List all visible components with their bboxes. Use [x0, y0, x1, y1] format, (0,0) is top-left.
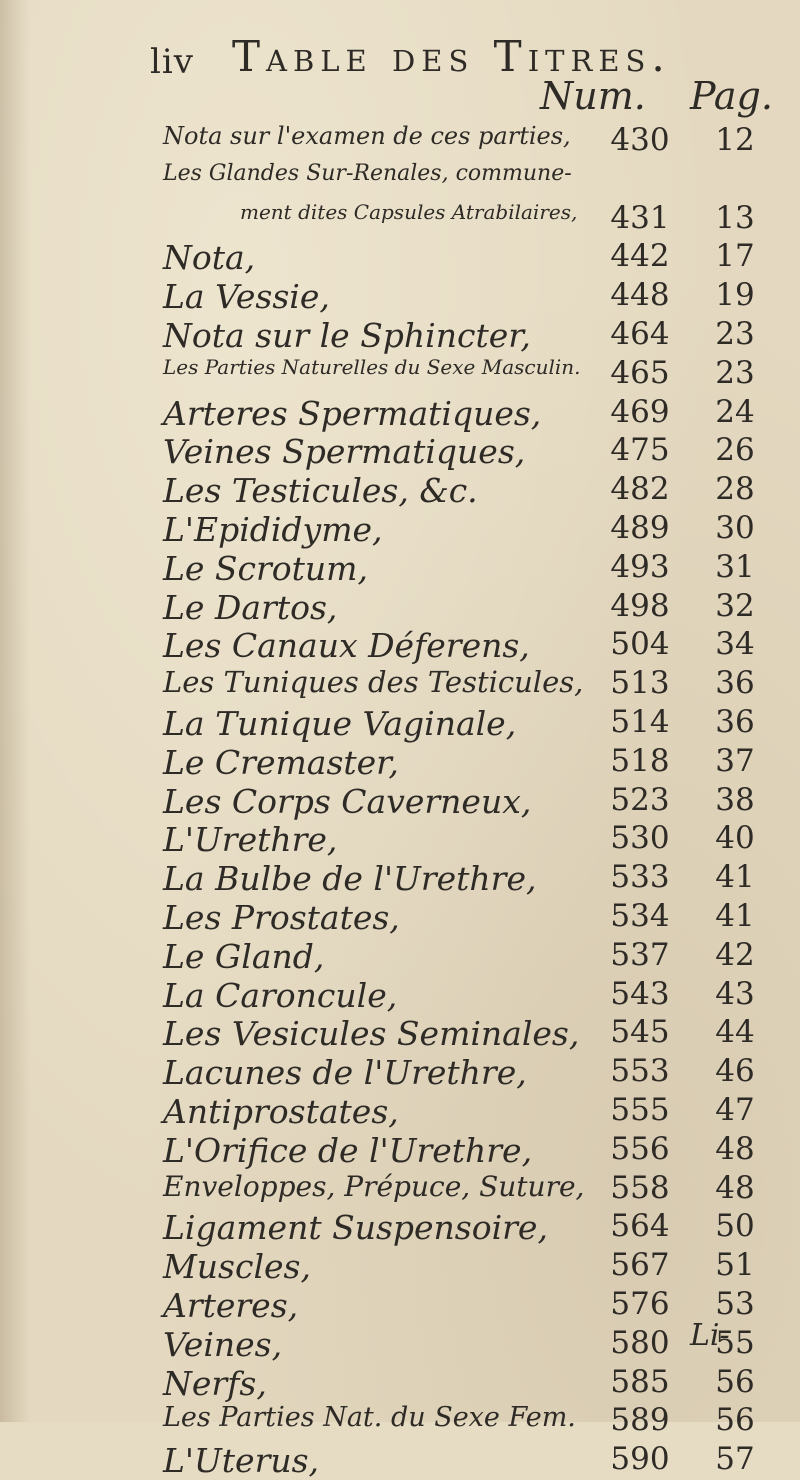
toc-row	[0, 238, 800, 277]
toc-entry-page: 56	[715, 1363, 755, 1400]
toc-entry-num: 564	[610, 1208, 670, 1245]
toc-entry-num: 555	[610, 1091, 670, 1128]
toc-entry-text: Arteres Spermatiques,	[163, 393, 542, 433]
toc-entry-num: 558	[610, 1169, 670, 1206]
toc-entry-num: 513	[610, 665, 670, 702]
toc-entry-page: 48	[715, 1130, 755, 1167]
toc-row	[0, 1441, 800, 1480]
toc-entry-page: 28	[715, 471, 755, 508]
toc-entry-page: 43	[715, 975, 755, 1012]
toc-row	[0, 782, 800, 821]
toc-entry-num: 482	[610, 471, 670, 508]
toc-entry-page: 50	[715, 1208, 755, 1245]
toc-entry-page: 36	[715, 665, 755, 702]
toc-entry-text: Les Corps Caverneux,	[163, 781, 532, 821]
toc-row	[0, 394, 800, 433]
toc-entry-page: 12	[715, 122, 755, 158]
toc-entry-num: 553	[610, 1053, 670, 1090]
toc-entry-num: 518	[610, 742, 670, 779]
toc-row	[0, 200, 800, 239]
toc-entry-text: Nota sur l'examen de ces parties,	[163, 122, 571, 150]
toc-entry-page: 47	[715, 1091, 755, 1128]
toc-entry-page: 24	[715, 393, 755, 430]
toc-entry-num: 442	[610, 238, 670, 275]
toc-row	[0, 355, 800, 394]
toc-entry-num: 537	[610, 936, 670, 973]
toc-entry-num: 475	[610, 432, 670, 469]
toc-row	[0, 549, 800, 588]
toc-entry-text: ment dites Capsules Atrabilaires,	[240, 199, 578, 224]
toc-row	[0, 859, 800, 898]
toc-row	[0, 1092, 800, 1131]
toc-row	[0, 1131, 800, 1170]
table-of-contents	[0, 122, 800, 1480]
toc-entry-num: 504	[610, 626, 670, 663]
toc-entry-text: Antiprostates,	[163, 1091, 399, 1131]
toc-entry-page: 32	[715, 587, 755, 624]
toc-row	[0, 161, 800, 200]
toc-entry-num: 567	[610, 1247, 670, 1284]
toc-entry-text: Le Dartos,	[163, 587, 338, 627]
toc-entry-page: 41	[715, 897, 755, 934]
toc-entry-num: 556	[610, 1130, 670, 1167]
toc-entry-page: 13	[715, 199, 755, 236]
toc-entry-text: La Vessie,	[163, 277, 330, 317]
toc-row	[0, 1170, 800, 1209]
toc-entry-text: L'Urethre,	[163, 820, 338, 860]
toc-entry-text: Les Tuniques des Testicules,	[163, 665, 584, 700]
toc-row	[0, 976, 800, 1015]
toc-entry-num: 580	[610, 1324, 670, 1361]
toc-row	[0, 588, 800, 627]
toc-entry-text: La Tunique Vaginale,	[163, 703, 517, 743]
toc-entry-page: 42	[715, 936, 755, 973]
toc-row	[0, 1053, 800, 1092]
toc-entry-text: L'Orifice de l'Urethre,	[163, 1130, 533, 1170]
toc-entry-num: 514	[610, 703, 670, 740]
toc-row	[0, 277, 800, 316]
page-numeral: liv	[150, 42, 194, 82]
toc-row	[0, 820, 800, 859]
toc-entry-num: 545	[610, 1014, 670, 1051]
toc-entry-page: 55	[715, 1324, 755, 1361]
toc-entry-text: Les Testicules, &c.	[163, 471, 478, 511]
toc-entry-page: 53	[715, 1285, 755, 1322]
catchword: Li-	[690, 1318, 730, 1353]
page-header	[0, 0, 800, 120]
toc-row	[0, 626, 800, 665]
toc-entry-text: Arteres,	[163, 1285, 299, 1325]
toc-entry-text: Nerfs,	[163, 1363, 267, 1403]
toc-entry-text: Nota,	[163, 238, 256, 278]
toc-entry-page: 56	[715, 1402, 755, 1439]
toc-entry-page: 57	[715, 1441, 755, 1478]
toc-row	[0, 743, 800, 782]
toc-row	[0, 937, 800, 976]
toc-entry-page: 23	[715, 354, 755, 391]
toc-entry-text: Ligament Suspensoire,	[163, 1208, 548, 1248]
toc-row	[0, 898, 800, 937]
toc-entry-num: 533	[610, 859, 670, 896]
toc-entry-text: Veines,	[163, 1324, 283, 1364]
toc-entry-page: 38	[715, 781, 755, 818]
toc-entry-page: 51	[715, 1247, 755, 1284]
toc-entry-page: 34	[715, 626, 755, 663]
toc-entry-num: 523	[610, 781, 670, 818]
toc-entry-page: 48	[715, 1169, 755, 1206]
toc-row	[0, 1286, 800, 1325]
toc-row	[0, 471, 800, 510]
toc-row	[0, 1208, 800, 1247]
toc-entry-num: 576	[610, 1285, 670, 1322]
toc-entry-text: Le Scrotum,	[163, 548, 368, 588]
toc-row	[0, 122, 800, 161]
toc-row	[0, 1014, 800, 1053]
toc-entry-text: Les Canaux Déferens,	[163, 626, 530, 666]
toc-entry-text: Enveloppes, Prépuce, Suture,	[163, 1169, 585, 1203]
toc-entry-text: Les Prostates,	[163, 897, 400, 937]
toc-entry-text: Lacunes de l'Urethre,	[163, 1053, 527, 1093]
toc-entry-num: 465	[610, 354, 670, 391]
toc-entry-num: 534	[610, 897, 670, 934]
toc-entry-text: Le Cremaster,	[163, 742, 399, 782]
num-column-heading: Num.	[540, 74, 646, 118]
toc-entry-page: 31	[715, 548, 755, 585]
toc-row	[0, 1325, 800, 1364]
toc-entry-page: 30	[715, 509, 755, 546]
toc-entry-page: 36	[715, 703, 755, 740]
toc-entry-page: 44	[715, 1014, 755, 1051]
toc-row	[0, 704, 800, 743]
column-headings	[540, 74, 800, 118]
toc-entry-text: L'Epididyme,	[163, 509, 383, 549]
toc-entry-num: 431	[610, 199, 670, 236]
pag-column-heading: Pag.	[690, 74, 773, 118]
toc-entry-num: 589	[610, 1402, 670, 1439]
toc-entry-page: 40	[715, 820, 755, 857]
toc-row	[0, 1364, 800, 1403]
toc-entry-num: 543	[610, 975, 670, 1012]
toc-entry-num: 590	[610, 1441, 670, 1478]
toc-entry-page: 37	[715, 742, 755, 779]
toc-entry-text: La Caroncule,	[163, 975, 398, 1015]
page-title: Table des Titres.	[232, 32, 671, 81]
toc-entry-num: 489	[610, 509, 670, 546]
toc-entry-page: 19	[715, 277, 755, 314]
toc-entry-num: 469	[610, 393, 670, 430]
toc-entry-page: 46	[715, 1053, 755, 1090]
toc-entry-num: 585	[610, 1363, 670, 1400]
toc-entry-num: 498	[610, 587, 670, 624]
toc-entry-text: Les Vesicules Seminales,	[163, 1014, 580, 1054]
toc-row	[0, 432, 800, 471]
toc-entry-text: L'Uterus,	[163, 1441, 320, 1480]
toc-entry-page: 17	[715, 238, 755, 275]
toc-entry-text: Les Parties Nat. du Sexe Fem.	[163, 1402, 576, 1434]
toc-entry-num: 530	[610, 820, 670, 857]
toc-entry-page: 23	[715, 315, 755, 352]
toc-row	[0, 665, 800, 704]
toc-entry-text: Veines Spermatiques,	[163, 432, 526, 472]
toc-entry-page: 26	[715, 432, 755, 469]
toc-entry-text: Nota sur le Sphincter,	[163, 315, 531, 355]
toc-entry-text: Les Glandes Sur-Renales, commune-	[163, 160, 572, 186]
toc-row	[0, 1247, 800, 1286]
toc-entry-num: 464	[610, 315, 670, 352]
toc-row	[0, 316, 800, 355]
toc-entry-page: 41	[715, 859, 755, 896]
toc-entry-text: La Bulbe de l'Urethre,	[163, 859, 537, 899]
toc-entry-num: 493	[610, 548, 670, 585]
toc-entry-text: Muscles,	[163, 1247, 311, 1287]
toc-entry-num: 430	[610, 122, 670, 158]
toc-entry-num: 448	[610, 277, 670, 314]
toc-row	[0, 510, 800, 549]
toc-entry-text: Le Gland,	[163, 936, 325, 976]
toc-entry-text: Les Parties Naturelles du Sexe Masculin.	[163, 354, 581, 379]
